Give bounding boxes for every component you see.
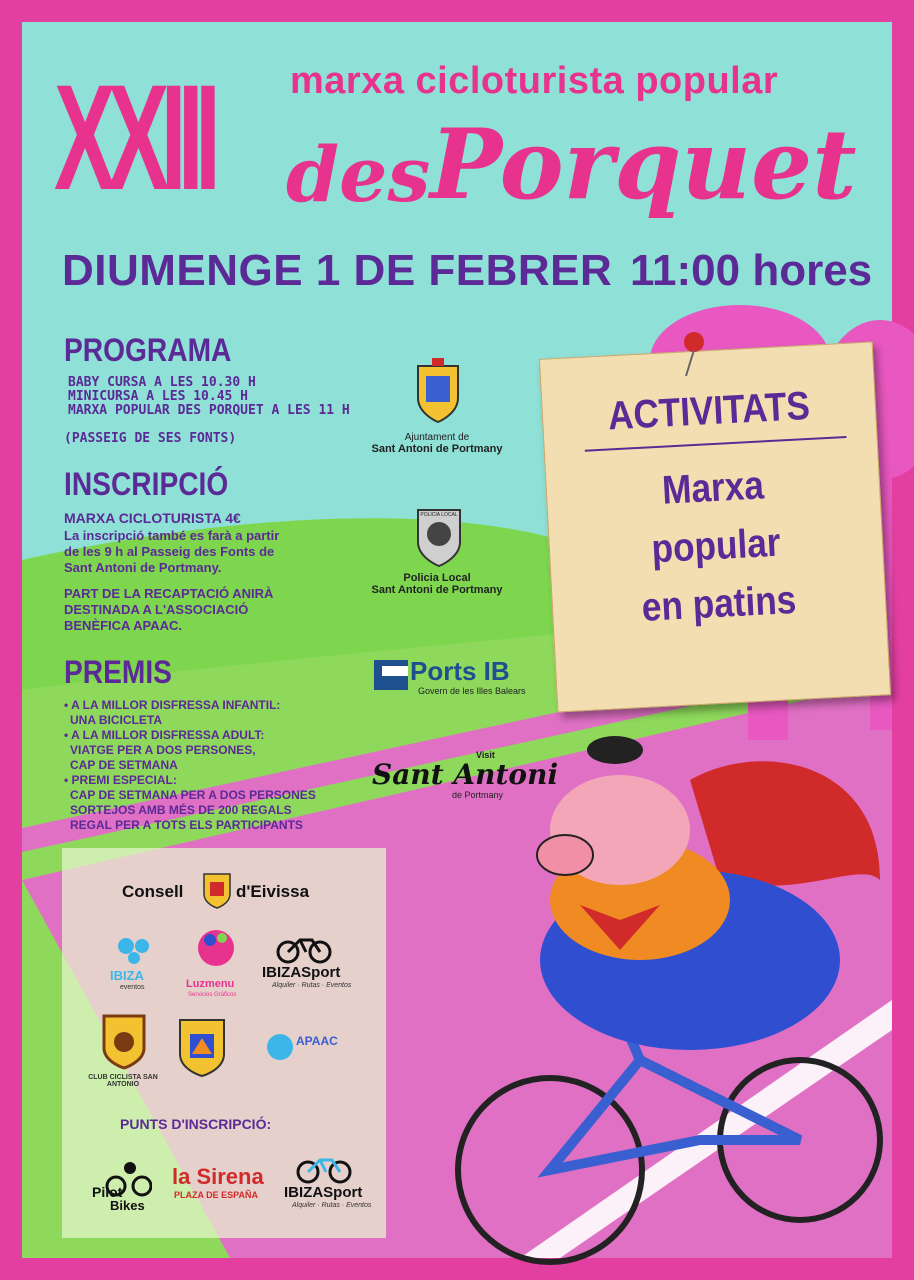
inscripcio-line: La inscripció també es farà a partir (64, 528, 280, 543)
ajuntament-line1: Ajuntament de (404, 432, 470, 443)
consell-left: Consell (122, 882, 184, 901)
programa-place: (PASSEIG DE SES FONTS) (64, 431, 237, 446)
punts-heading: PUNTS D'INSCRIPCIÓ: (120, 1116, 272, 1132)
ibiza-eventos-sub: eventos (120, 984, 145, 991)
programa-item: MINICURSA A LES 10.45 H (68, 389, 249, 404)
bikes-name: Bikes (110, 1198, 145, 1213)
sirena-name: la Sirena (172, 1164, 264, 1189)
policia-badge-icon (414, 500, 464, 568)
charity-line: DESTINADA A L'ASSOCIACIÓ (64, 602, 249, 617)
inscripcio-details (64, 528, 279, 576)
ibiza-eventos-bubbles-icon (112, 936, 162, 966)
inscripcio-line: Sant Antoni de Portmany. (64, 560, 222, 575)
ajuntament-caption (362, 432, 512, 455)
visit-small: Visit (476, 750, 495, 760)
policia-caption (362, 572, 512, 596)
event-date: DIUMENGE 1 DE FEBRER (62, 246, 613, 295)
activitats-line: Marxa (661, 463, 765, 513)
ibizasport-sub: Alquiler · Rutas · Eventos (272, 982, 352, 989)
activitats-body (566, 451, 867, 640)
premis-line: VIATGE PER A DOS PERSONES, (70, 743, 256, 757)
pig-snout (537, 835, 593, 875)
premis-line: SORTEJOS AMB MÉS DE 200 REGALS (70, 803, 292, 817)
programa-list (68, 376, 350, 418)
premis-line: REGAL PER A TOTS ELS PARTICIPANTS (70, 818, 303, 832)
premis-line: • A LA MILLOR DISFRESSA INFANTIL: (64, 698, 281, 712)
sirena-sub: PLAZA DE ESPAÑA (174, 1190, 259, 1200)
ibizasport-bike-icon-2 (296, 1154, 352, 1184)
consell-crest-icon (202, 868, 232, 910)
apaac-name: APAAC (296, 1034, 338, 1048)
inscripcio-line: de les 9 h al Passeig des Fonts de (64, 544, 275, 559)
policia-badge-text: POLICIA LOCAL (420, 512, 458, 518)
premis-line: CAP DE SETMANA PER A DOS PERSONES (70, 788, 316, 802)
ajuntament-line2: Sant Antoni de Portmany (371, 443, 503, 455)
event-subtitle: marxa cicloturista popular (290, 60, 779, 102)
policia-line2: Sant Antoni de Portmany (371, 584, 503, 596)
ibizasport2-name: IBIZASport (284, 1184, 363, 1201)
luzmenu-head-icon (194, 928, 238, 976)
programa-heading: PROGRAMA (64, 332, 232, 368)
premis-heading: PREMIS (64, 654, 172, 690)
event-time: 11:00 hores (630, 246, 873, 295)
ibizasport2-sub: Alquiler · Rutas · Eventos (292, 1202, 372, 1209)
charity-line: PART DE LA RECAPTACIÓ ANIRÀ (64, 586, 274, 601)
club-ciclista-name: CLUB CICLISTA SAN ANTONIO (88, 1074, 158, 1088)
visit-sub: de Portmany (452, 790, 504, 800)
ibizasport-name: IBIZASport (262, 964, 341, 981)
ports-ib-icon (374, 660, 408, 690)
charity-note (64, 586, 273, 634)
activitats-title: ACTIVITATS (606, 383, 811, 439)
premis-line: • A LA MILLOR DISFRESSA ADULT: (64, 728, 265, 742)
premis-line: UNA BICICLETA (70, 713, 162, 727)
club-ciclista-crest-icon (102, 1012, 146, 1070)
activitats-note (539, 342, 891, 713)
inscripcio-price: MARXA CICLOTURISTA 4€ (64, 510, 241, 526)
consell-right: d'Eivissa (236, 882, 310, 901)
inscripcio-heading: INSCRIPCIÓ (64, 466, 229, 502)
premis-list (64, 698, 316, 833)
ibiza-eventos-name: IBIZA (110, 968, 144, 983)
ajuntament-crest-icon (414, 358, 462, 424)
charity-line: BENÈFICA APAAC. (64, 618, 182, 633)
ports-ib-sub: Govern de les Illes Balears (418, 686, 526, 696)
programa-item: MARXA POPULAR DES PORQUET A LES 11 H (68, 403, 350, 418)
luzmenu-sub: Servicios Gráficos (188, 992, 237, 998)
activitats-line: popular (650, 520, 782, 572)
event-title-des: des (286, 130, 431, 219)
policia-line1: Policia Local (403, 572, 471, 584)
visit-main: Sant Antoni (372, 758, 559, 791)
proteccio-civil-crest-icon (178, 1016, 226, 1078)
programa-item: BABY CURSA A LES 10.30 H (68, 375, 256, 390)
event-title-porquet: Porquet (430, 108, 857, 221)
pushpin-icon (680, 330, 710, 380)
apaac-logo-icon (262, 1032, 298, 1062)
premis-line: CAP DE SETMANA (70, 758, 178, 772)
ports-ib-name: Ports IB (410, 656, 510, 686)
ibizasport-bike-icon (276, 934, 332, 964)
pig-hat (587, 736, 643, 764)
activitats-line: en patins (640, 577, 798, 630)
premis-line: • PREMI ESPECIAL: (64, 773, 177, 787)
pilot-name: Pilot (92, 1184, 123, 1200)
luzmenu-name: Luzmenu (186, 978, 235, 990)
edition-number: XXIII (54, 53, 213, 221)
